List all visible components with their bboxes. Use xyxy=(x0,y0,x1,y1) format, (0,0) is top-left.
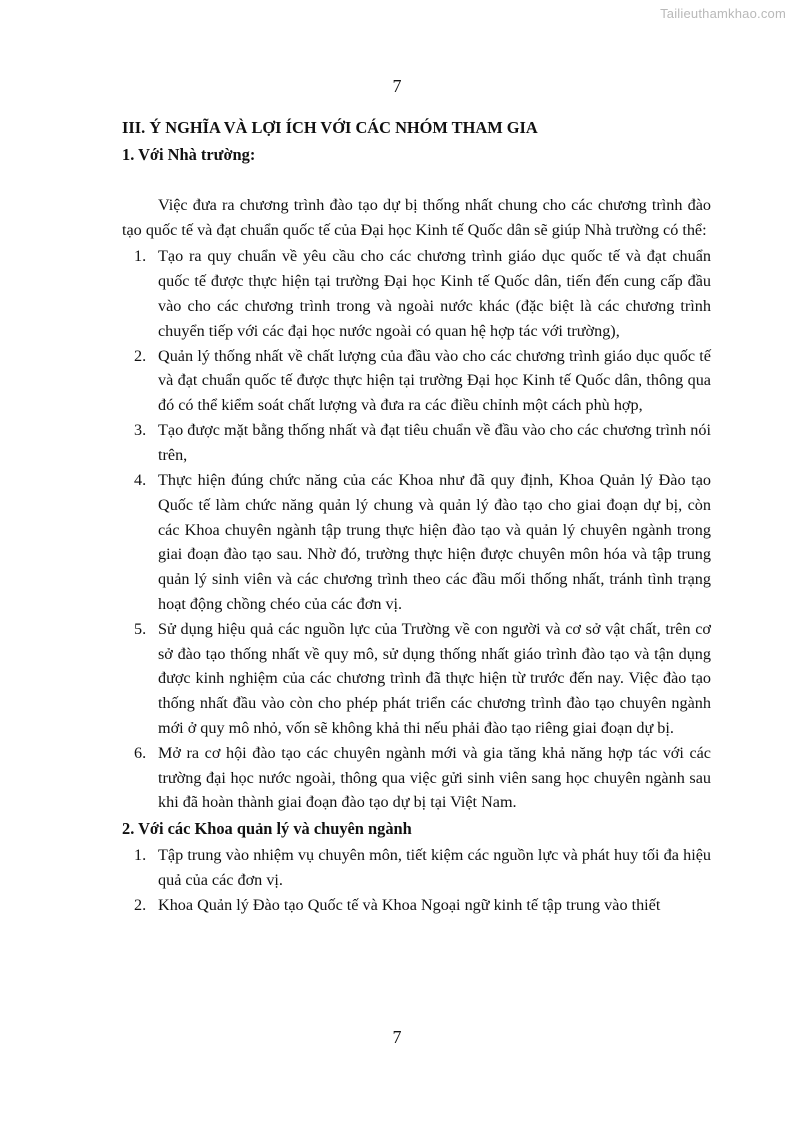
list-item-text: Tạo ra quy chuẩn về yêu cầu cho các chương trình giáo dục quốc tế và đạt chuẩn quốc tế được thực hiện tại trường Đại học Kinh tế Quốc dân, tiến đến cung cấp đầu vào cho các chương trình trong và ngoài nước khác (đặc biệt là các chương trình chuyển tiếp với các đại học nước ngoài có quan hệ hợp tác với trường), xyxy=(158,247,711,340)
list-item-text: Quản lý thống nhất về chất lượng của đầu vào cho các chương trình giáo dục quốc tế và đạt chuẩn quốc tế được thực hiện tại trường Đại học Kinh tế Quốc dân, thông qua đó có thể kiểm soát chất lượng và đưa ra các điều chỉnh một cách phù hợp, xyxy=(158,346,711,415)
list-item-text: Thực hiện đúng chức năng của các Khoa như đã quy định, Khoa Quản lý Đào tạo Quốc tế làm chức năng quản lý chung và quản lý đào tạo cho giai đoạn dự bị, còn các Khoa chuyên ngành tập trung thực hiện đào tạo và quản lý chuyên ngành trong giai đoạn đào tạo sau. Nhờ đó, trường thực hiện được chuyên môn hóa và tập trung quản lý sinh viên và các chương trình theo các đầu mối thống nhất, tránh tình trạng hoạt động chồng chéo của các đơn vị. xyxy=(158,471,711,613)
page-number-bottom: 7 xyxy=(392,1027,402,1047)
list-item-text: Mở ra cơ hội đào tạo các chuyên ngành mới và gia tăng khả năng hợp tác với các trường đại học nước ngoài, thông qua việc gửi sinh viên sang học chuyên ngành sau khi đã hoàn thành giai đoạn đào tạo dự bị tại Việt Nam. xyxy=(158,743,711,812)
list-item xyxy=(122,617,711,741)
list-item-number: 5. xyxy=(134,619,147,638)
list-item xyxy=(122,468,711,616)
school-benefits-list xyxy=(122,244,711,815)
list-item xyxy=(122,893,711,918)
subsection-title-2: 2. Với các Khoa quản lý và chuyên ngành xyxy=(122,819,412,839)
document-body xyxy=(122,116,711,918)
list-item-number: 4. xyxy=(134,471,147,490)
watermark: Tailieuthamkhao.com xyxy=(660,6,786,21)
list-item-number: 2. xyxy=(134,895,147,914)
list-item-text: Sử dụng hiệu quả các nguồn lực của Trường về con người và cơ sở vật chất, trên cơ sở đào tạo thống nhất về quy mô, sử dụng thống nhất giáo trình đào tạo và tận dụng được kinh nghiệm của các chương trình đã thực hiện từ trước đến nay. Việc đào tạo thống nhất đầu vào còn cho phép phát triển các chương trình đào tạo chuyên ngành mới ở quy mô nhỏ, vốn sẽ không khả thi nếu phải đào tạo riêng giai đoạn dự bị. xyxy=(158,619,711,737)
intro-paragraph: Việc đưa ra chương trình đào tạo dự bị thống nhất chung cho các chương trình đào tạo quốc tế và đạt chuẩn quốc tế của Đại học Kinh tế Quốc dân sẽ giúp Nhà trường có thể: xyxy=(122,196,711,239)
faculty-benefits-list xyxy=(122,843,711,918)
list-item-number: 1. xyxy=(134,247,147,266)
list-item-number: 1. xyxy=(134,846,147,865)
list-item-text: Tạo được mặt bằng thống nhất và đạt tiêu chuẩn về đầu vào cho các chương trình nói trên, xyxy=(158,421,711,465)
list-item-number: 6. xyxy=(134,743,147,762)
list-item xyxy=(122,344,711,418)
list-item xyxy=(122,244,711,343)
list-item xyxy=(122,418,711,467)
list-item-text: Khoa Quản lý Đào tạo Quốc tế và Khoa Ngoại ngữ kinh tế tập trung vào thiết xyxy=(158,895,661,914)
subsection-title-1: 1. Với Nhà trường: xyxy=(122,145,256,164)
list-item xyxy=(122,741,711,815)
list-item-text: Tập trung vào nhiệm vụ chuyên môn, tiết kiệm các nguồn lực và phát huy tối đa hiệu quả của các đơn vị. xyxy=(158,846,711,889)
page-number-top: 7 xyxy=(392,76,402,96)
list-item-number: 2. xyxy=(134,346,147,365)
list-item xyxy=(122,843,711,892)
list-item-number: 3. xyxy=(134,421,147,440)
section-title: III. Ý NGHĨA VÀ LỢI ÍCH VỚI CÁC NHÓM THAM GIA xyxy=(122,118,538,137)
